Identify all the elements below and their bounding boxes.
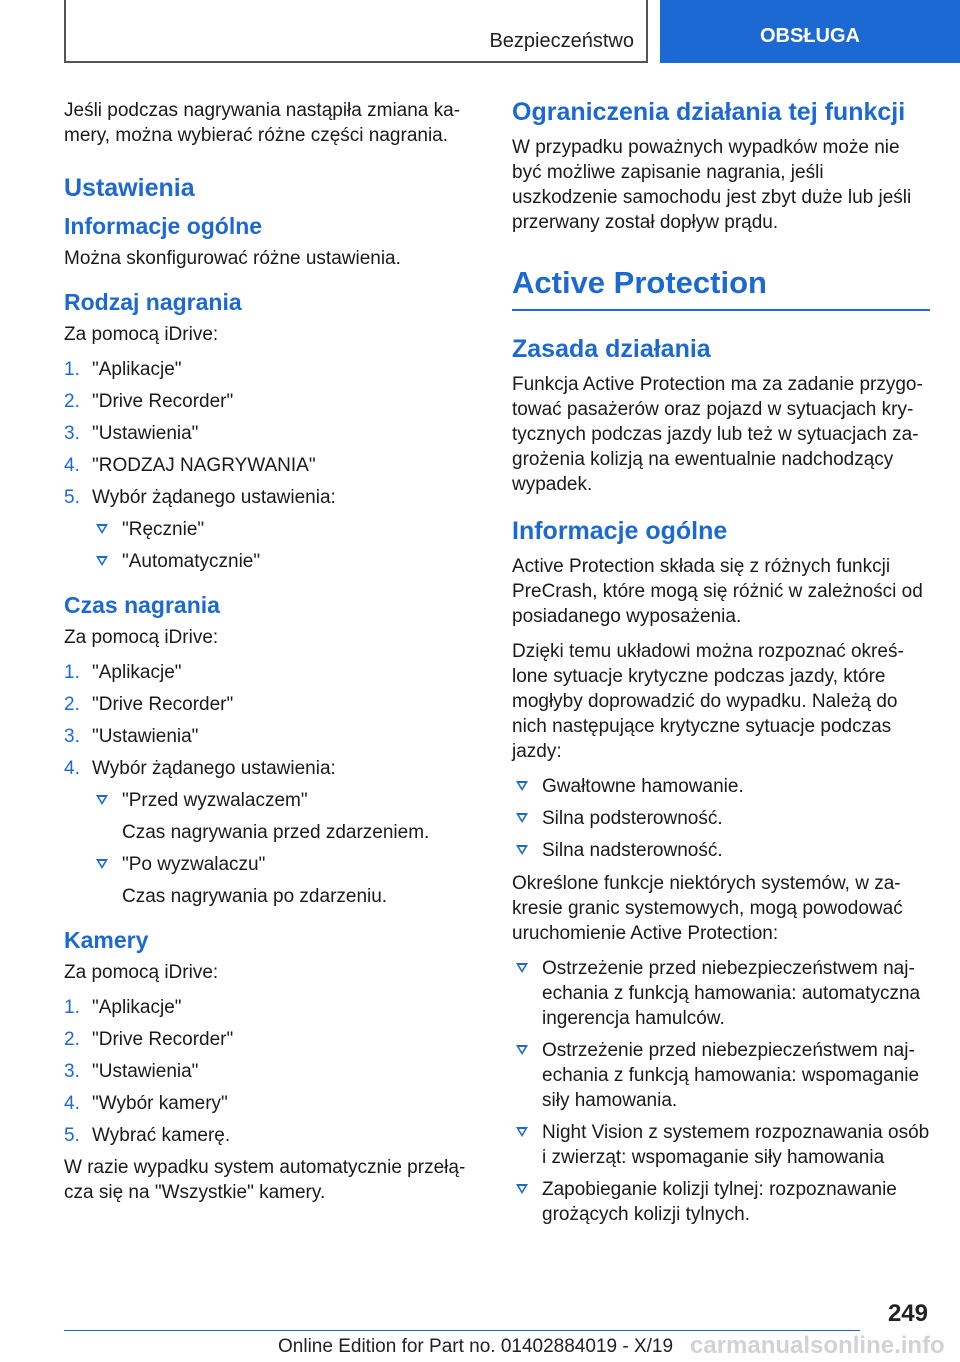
list-item: 4. Wybór żądanego ustawienia: [64, 758, 336, 779]
footer-divider [64, 1330, 860, 1331]
list-item: "Automatycznie" [92, 549, 474, 574]
list-item: Night Vision z systemem rozpoznawania osób i zwierząt: wspomaganie siły hamowania [512, 1120, 930, 1170]
list-item: 1. "Aplikacje" [64, 662, 182, 683]
triangle-bullet-icon [516, 845, 528, 855]
left-column [64, 98, 474, 1215]
list-item: 1. "Aplikacje" [64, 997, 182, 1018]
ograniczenia-text: W przypadku poważnych wypadków może nie być możliwe zapisanie nagrania, jeśli uszkodzenie samochodu jest zbyt duże lub jeśli przerwany został dopływ prądu. [512, 137, 912, 233]
list-item: Silna nadsterowność. [512, 838, 930, 863]
list-item: 3. "Ustawienia" [64, 1061, 199, 1082]
triangle-bullet-icon [96, 859, 108, 869]
intro-text: Jeśli podczas nagrywania nastąpiła zmiana kamery, można wybierać różne części nagrania. [64, 100, 461, 146]
list-item: 4. "Wybór kamery" [64, 1093, 228, 1114]
kamery-steps [64, 995, 474, 1148]
kamery-outro: W razie wypadku system automatycznie przełącza się na "Wszystkie" kamery. [64, 1157, 466, 1203]
czas-options [92, 788, 474, 909]
zasada-text: Funkcja Active Protection ma za zadanie przygotować pasażerów oraz pojazd w sytuacjach krytycznych podczas jazdy lub też w sytuacjach zagrożenia kolizją na ewentualnie nadchodzący wypadek. [512, 374, 923, 495]
header-tab: OBSŁUGA [660, 0, 960, 63]
czas-intro: Za pomocą iDrive: [64, 627, 219, 648]
rodzaj-options [92, 517, 474, 574]
list-item: 1. "Aplikacje" [64, 359, 182, 380]
info-text-left: Można skonfigurować różne ustawienia. [64, 248, 401, 269]
triangle-bullet-icon [96, 795, 108, 805]
list-item: 2. "Drive Recorder" [64, 391, 234, 412]
list-item: 3. "Ustawienia" [64, 423, 199, 444]
rodzaj-steps [64, 357, 474, 510]
heading-ograniczenia: Ograniczenia działania tej funkcji [512, 98, 906, 126]
triangle-bullet-icon [516, 813, 528, 823]
info-p3: Określone funkcje niektórych systemów, w zakresie granic systemowych, mogą powodować uruchomienie Active Protection: [512, 873, 903, 944]
triangle-bullet-icon [516, 963, 528, 973]
right-column [512, 98, 930, 1235]
heading-info-left: Informacje ogólne [64, 213, 263, 239]
rodzaj-intro: Za pomocą iDrive: [64, 324, 219, 345]
heading-zasada: Zasada działania [512, 335, 711, 363]
watermark: carmanualsonline.info [690, 1332, 945, 1359]
list-item: "Po wyzwalaczu" Czas nagrywania po zdarzeniu. [92, 852, 474, 909]
footer-edition: Online Edition for Part no. 01402884019 - X/19 [278, 1336, 674, 1357]
triangle-bullet-icon [96, 556, 108, 566]
list-item: "Ręcznie" [92, 517, 474, 542]
list-item: 2. "Drive Recorder" [64, 1029, 234, 1050]
triangle-bullet-icon [96, 524, 108, 534]
info-p1: Active Protection składa się z różnych funkcji PreCrash, które mogą się różnić w zależności od posiadanego wyposażenia. [512, 556, 923, 627]
triangle-bullet-icon [516, 1184, 528, 1194]
list-item: Silna podsterowność. [512, 806, 930, 831]
triangle-bullet-icon [516, 1127, 528, 1137]
list-item: Ostrzeżenie przed niebezpieczeństwem najechania z funkcją hamowania: automatyczna ingerencja hamulców. [512, 956, 930, 1031]
heading-kamery: Kamery [64, 927, 149, 953]
situations-list [512, 774, 930, 863]
list-item: 3. "Ustawienia" [64, 726, 199, 747]
header-section-title: Bezpieczeństwo [489, 30, 634, 52]
list-item: "Przed wyzwalaczem" Czas nagrywania przed zdarzeniem. [92, 788, 474, 845]
list-item: 4. "RODZAJ NAGRYWANIA" [64, 455, 316, 476]
heading-active-protection: Active Protection [512, 265, 930, 311]
czas-steps [64, 660, 474, 781]
list-item: Ostrzeżenie przed niebezpieczeństwem najechania z funkcją hamowania: wspomaganie siły hamowania. [512, 1038, 930, 1113]
triangle-bullet-icon [516, 1045, 528, 1055]
list-item: Zapobieganie kolizji tylnej: rozpoznawanie grożących kolizji tylnych. [512, 1177, 930, 1227]
heading-info-right: Informacje ogólne [512, 517, 728, 545]
list-item: 5. Wybór żądanego ustawienia: [64, 487, 336, 508]
systems-list [512, 956, 930, 1227]
list-item: Gwałtowne hamowanie. [512, 774, 930, 799]
kamery-intro: Za pomocą iDrive: [64, 962, 219, 983]
triangle-bullet-icon [516, 781, 528, 791]
heading-rodzaj: Rodzaj nagrania [64, 289, 242, 315]
heading-ustawienia: Ustawienia [64, 174, 195, 202]
heading-czas: Czas nagrania [64, 592, 220, 618]
list-item: 2. "Drive Recorder" [64, 694, 234, 715]
page-number: 249 [887, 1300, 928, 1327]
info-p2: Dzięki temu układowi można rozpoznać określone sytuacje krytyczne podczas jazdy, które mogłyby doprowadzić do wypadku. Należą do nich następujące krytyczne sytuacje podczas jazdy: [512, 641, 904, 762]
list-item: 5. Wybrać kamerę. [64, 1125, 231, 1146]
